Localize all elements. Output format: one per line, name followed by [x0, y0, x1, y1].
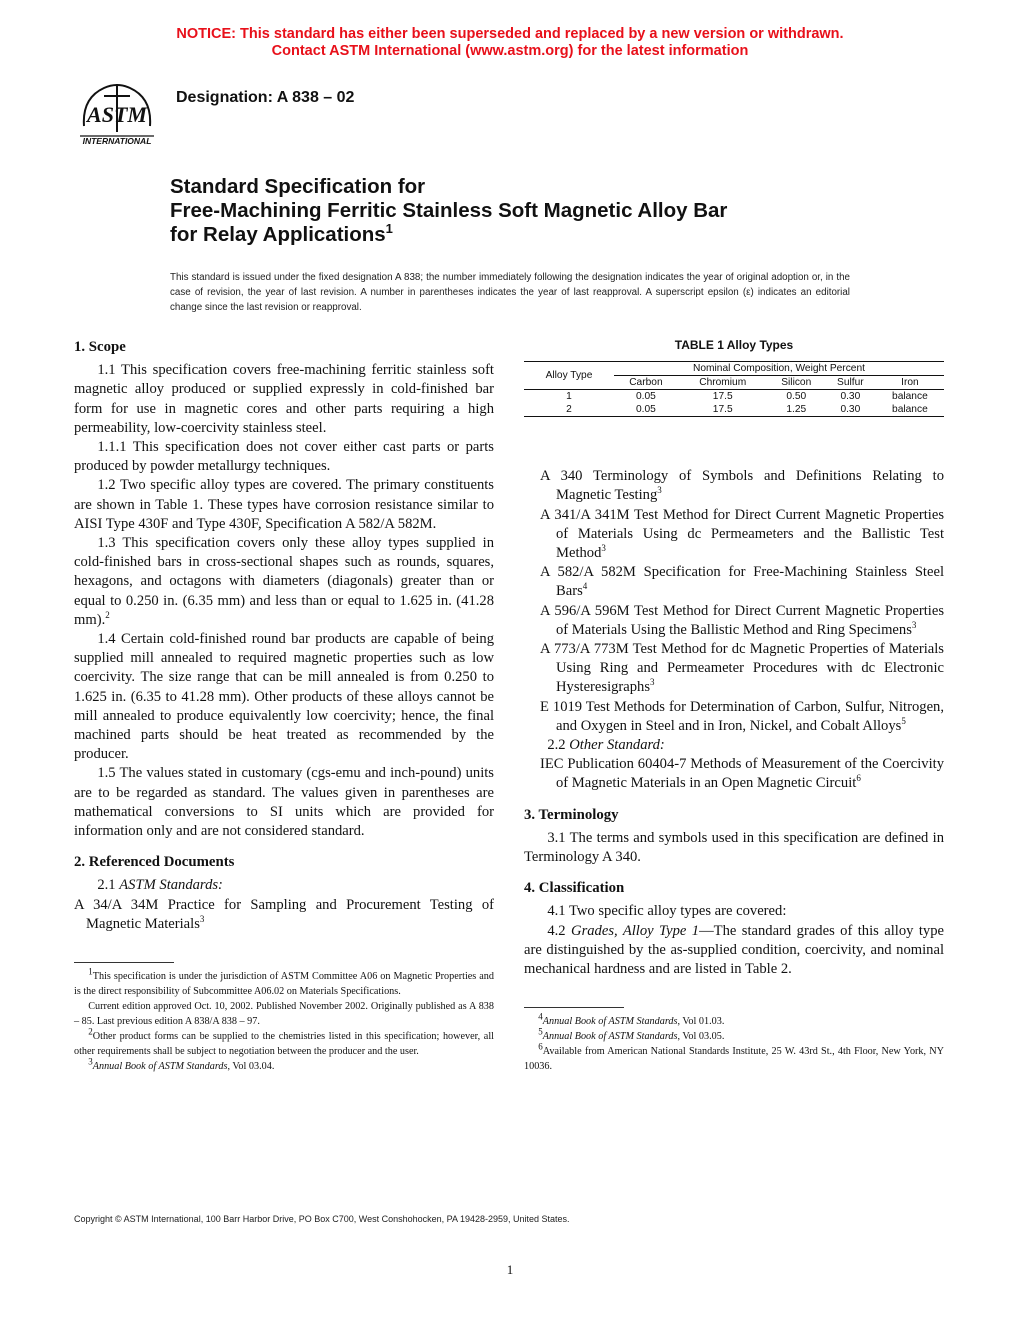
para-1-5: 1.5 The values stated in customary (cgs-emu and inch-pound) units are to be regarded as standard. The values given in parentheses are mathematical conversions to SI units which are provided for information only and are not considered standard. — [74, 765, 494, 840]
table-1-col-carbon: Carbon — [614, 376, 678, 390]
table-cell: 1 — [566, 391, 572, 403]
astm-logo-text: ASTM — [87, 102, 147, 127]
table-1 — [524, 361, 944, 417]
para-4-2-rest: —The standard grades of this alloy type are distinguished by the as-supplied condition, coercivity, and nominal mechanical hardness and are listed in Table 2. — [524, 922, 945, 978]
table-cell: 0.50 — [786, 391, 807, 403]
left-column — [74, 338, 494, 1074]
para-3-1: 3.1 The terms and symbols used in this specification are defined in Terminology A 340. — [524, 829, 944, 866]
table-cell: 2 — [524, 403, 614, 417]
footnote-4-italic: Annual Book of ASTM Standards — [542, 1016, 678, 1028]
astm-logo — [74, 76, 160, 148]
para-1-1-1: 1.1.1 This specification does not cover either cast parts or parts produced by powder metallurgy techniques. — [74, 439, 494, 475]
para-1-3-sup: 2 — [105, 609, 110, 620]
para-4-2 — [524, 922, 944, 980]
title-line-1: Standard Specification for — [170, 175, 426, 198]
para-4-2-label: Grades, Alloy Type 1 — [571, 922, 700, 939]
para-2-2-num: 2.2 — [547, 737, 566, 754]
para-1-3-text: 1.3 This specification covers only these alloy types supplied in cold-finished bars in cross-sectional shapes such as rounds, squares, hexagons, and octagons with diameters (diagonals) greater than or equal to 0.250 in. (6.35 mm) and less than or equal to 1.625 in. (41.28 mm). — [74, 535, 494, 628]
reference-list — [524, 467, 944, 793]
title-line-3-text: for Relay Applications — [170, 223, 386, 246]
footnote-3-italic: Annual Book of ASTM Standards — [92, 1061, 228, 1073]
section-4-heading: 4. Classification — [524, 880, 625, 897]
footnote-4-rest: , Vol 01.03. — [677, 1016, 725, 1028]
page-number: 1 — [506, 1262, 514, 1277]
ref-text: E 1019 Test Methods for Determination of Carbon, Sulfur, Nitrogen, and Oxygen in Steel and in Iron, Nickel, and Cobalt Alloys — [540, 698, 944, 734]
ref-a34 — [74, 896, 494, 934]
ref-iec-sup: 6 — [856, 773, 861, 784]
footnote-3 — [74, 1056, 494, 1074]
table-cell: 17.5 — [712, 391, 733, 403]
ref-e1019 — [540, 698, 944, 736]
table-1-col-silicon: Silicon — [768, 376, 825, 390]
table-cell: balance — [876, 403, 944, 417]
ref-sup: 3 — [911, 619, 917, 630]
title-footnote-mark: 1 — [385, 221, 393, 237]
ref-a34-sup: 3 — [199, 914, 205, 925]
footnote-5 — [524, 1026, 944, 1044]
ref-a582 — [540, 563, 944, 601]
footnote-1-text: This specification is under the jurisdiction of ASTM Committee A06 on Magnetic Properties and is the direct responsibility of Subcommittee A06.02 on Materials Specifications. — [74, 971, 494, 998]
astm-logo-sub: INTERNATIONAL — [82, 136, 152, 146]
section-1-heading: 1. Scope — [74, 339, 126, 355]
para-1-1: 1.1 This specification covers free-machining ferritic stainless soft magnetic alloy produced or supplied expressly in cold-finished bar form for use in magnetic cores and other parts requiring a high permeability, low-coercivity stainless steel. — [74, 362, 494, 436]
ref-sup: 4 — [582, 581, 588, 592]
footnote-1b: Current edition approved Oct. 10, 2002. Published November 2002. Originally published as A 838 – 85. Last previous edition A 838/A 838 – 97. — [74, 1001, 494, 1028]
ref-a341 — [540, 506, 944, 564]
ref-a34-text: A 34/A 34M Practice for Sampling and Procurement Testing of Magnetic Materials — [74, 896, 494, 932]
notice-line-2: Contact ASTM International (www.astm.org) for the latest information — [271, 43, 749, 59]
ref-iec-text: IEC Publication 60404-7 Methods of Measurement of the Coercivity of Magnetic Materials in an Open Magnetic Circuit — [540, 756, 944, 792]
table-cell: balance — [892, 391, 928, 403]
designation: Designation: A 838 – 02 — [176, 89, 355, 106]
footnote-6-mark: 6 — [538, 1041, 543, 1052]
footnote-3-rest: , Vol 03.04. — [227, 1061, 275, 1073]
table-row — [524, 390, 944, 404]
footnote-2-mark: 2 — [88, 1026, 93, 1037]
section-3-heading: 3. Terminology — [524, 806, 619, 823]
table-cell: 0.30 — [825, 403, 876, 417]
para-2-1-num: 2.1 — [97, 877, 116, 894]
ref-text: A 596/A 596M Test Method for Direct Current Magnetic Properties of Materials Using the Ballistic Method and Ring Specimens — [540, 602, 944, 638]
footnote-3-mark: 3 — [88, 1056, 93, 1067]
footnote-5-rest: , Vol 03.05. — [677, 1031, 725, 1043]
para-4-2-num: 4.2 — [547, 922, 566, 939]
ref-sup: 3 — [650, 677, 655, 688]
footnote-5-italic: Annual Book of ASTM Standards — [542, 1031, 678, 1043]
ref-text: A 341/A 341M Test Method for Direct Current Magnetic Properties of Materials Using dc Permeameters and the Ballistic Test Method — [540, 506, 944, 562]
table-1-group-header: Nominal Composition, Weight Percent — [614, 362, 944, 376]
ref-text: A 582/A 582M Specification for Free-Machining Stainless Steel Bars — [540, 564, 944, 600]
footnote-2 — [74, 1026, 494, 1059]
ref-a340 — [540, 467, 944, 505]
table-1-col-iron: Iron — [876, 376, 944, 390]
table-cell: 17.5 — [678, 403, 768, 417]
table-1-col-chromium: Chromium — [678, 376, 768, 390]
para-2-1 — [74, 876, 494, 895]
ref-text: A 773/A 773M Test Method for dc Magnetic Properties of Materials Using Ring and Permeameter Procedures with dc Electronic Hysteresigraphs — [540, 641, 944, 696]
para-1-4: 1.4 Certain cold-finished round bar products are capable of being supplied mill annealed to required magnetic properties such as low coercivity. The size range that can be mill annealed is from 0.250 to 1.625 in. (6.35 to 41.28 mm). Other products of these alloys cannot be mill annealed to produce equivalently low coercivity; hence, the final machined parts should be heat treated as recommended by the producer. — [74, 631, 494, 763]
right-column — [524, 336, 944, 1074]
title-line-3 — [170, 223, 870, 247]
footnote-1 — [74, 966, 494, 999]
footnote-4-mark: 4 — [538, 1011, 543, 1022]
para-1-3 — [74, 534, 494, 630]
footnote-5-mark: 5 — [538, 1026, 543, 1037]
footnote-2-text: Other product forms can be supplied to the chemistries listed in this specification; however, all other requirements shall be subject to negotiation between the producer and the user. — [74, 1031, 494, 1058]
table-1-col-sulfur: Sulfur — [825, 376, 876, 390]
table-row — [524, 403, 944, 417]
document-title — [170, 175, 870, 247]
para-2-1-label: ASTM Standards: — [119, 877, 223, 894]
para-2-2 — [524, 736, 944, 755]
table-1-caption: TABLE 1 Alloy Types — [674, 338, 794, 352]
section-2-heading: 2. Referenced Documents — [74, 854, 235, 871]
table-cell: 0.05 — [636, 391, 656, 403]
ref-sup: 5 — [901, 715, 906, 726]
notice-banner — [0, 26, 1020, 60]
issuance-note: This standard is issued under the fixed designation A 838; the number immediately following the designation indicates the year of original adoption or, in the case of revision, the year of last revision. A number in parentheses indicates the year of last reapproval. A superscript epsilon (ε) indicates an editorial change since the last revision or reapproval. — [170, 272, 850, 313]
ref-iec — [540, 755, 944, 793]
table-cell: 0.30 — [840, 391, 861, 403]
footnote-1-mark: 1 — [88, 966, 93, 977]
ref-a773 — [540, 640, 944, 698]
copyright-line: Copyright © ASTM International, 100 Barr Harbor Drive, PO Box C700, West Conshohocken, PA 19428-2959, United States. — [74, 1214, 570, 1224]
footnote-6 — [524, 1041, 944, 1074]
para-2-2-label: Other Standard: — [569, 737, 665, 754]
table-cell: 1.25 — [768, 403, 825, 417]
notice-line-1: NOTICE: This standard has either been superseded and replaced by a new version or withdrawn. — [176, 26, 844, 42]
ref-a596 — [540, 602, 944, 640]
ref-sup: 3 — [657, 485, 662, 496]
footnote-4 — [524, 1011, 944, 1029]
ref-sup: 3 — [601, 543, 606, 554]
para-4-1: 4.1 Two specific alloy types are covered: — [547, 903, 787, 920]
table-cell: 0.05 — [614, 403, 678, 417]
footnote-6-text: Available from American National Standards Institute, 25 W. 43rd St., 4th Floor, New York, NY 10036. — [524, 1046, 944, 1073]
table-1-col-alloy-type: Alloy Type — [524, 362, 614, 390]
para-1-2: 1.2 Two specific alloy types are covered. The primary constituents are shown in Table 1. These types have corrosion resistance similar to AISI Type 430F and Type 430F, Specification A 582/A 582M. — [74, 477, 494, 532]
ref-text: A 340 Terminology of Symbols and Definitions Relating to Magnetic Testing — [540, 468, 944, 504]
title-line-2: Free-Machining Ferritic Stainless Soft Magnetic Alloy Bar — [170, 199, 728, 222]
